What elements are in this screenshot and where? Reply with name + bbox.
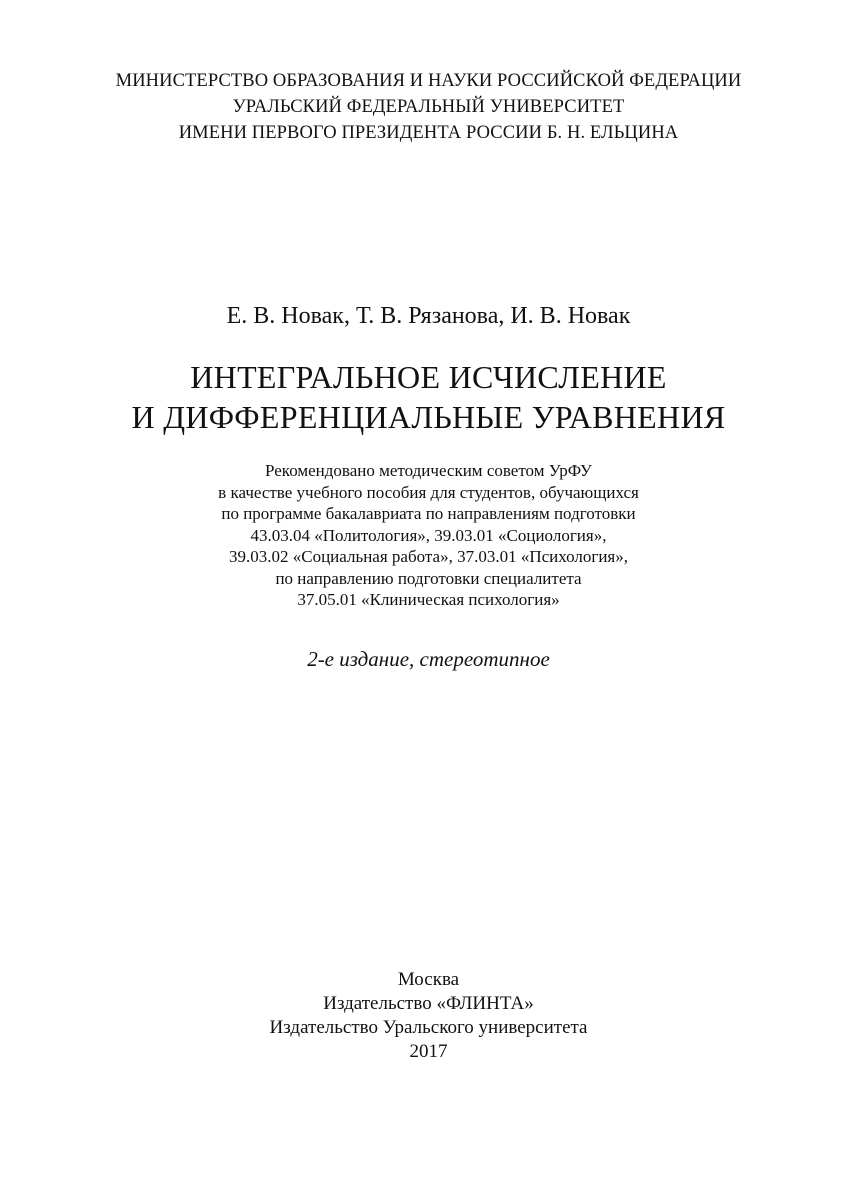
institution-header: [0, 68, 857, 146]
recommendation-line: по направлению подготовки специалитета: [275, 568, 582, 588]
edition-note: 2-е издание, стереотипное: [307, 647, 550, 671]
publisher-city: Москва: [397, 969, 460, 990]
authors: Е. В. Новак, Т. В. Рязанова, И. В. Новак: [226, 303, 631, 329]
university-line: УРАЛЬСКИЙ ФЕДЕРАЛЬНЫЙ УНИВЕРСИТЕТ: [232, 97, 625, 117]
book-title-line: ИНТЕГРАЛЬНОЕ ИСЧИСЛЕНИЕ: [190, 359, 667, 395]
book-title-line: И ДИФФЕРЕНЦИАЛЬНЫЕ УРАВНЕНИЯ: [131, 399, 726, 435]
ministry-line: МИНИСТЕРСТВО ОБРАЗОВАНИЯ И НАУКИ РОССИЙСКОЙ ФЕДЕРАЦИИ: [115, 71, 742, 91]
publication-year: 2017: [409, 1041, 448, 1062]
publisher-block: [0, 968, 857, 1064]
publisher-name: Издательство «ФЛИНТА»: [323, 993, 534, 1014]
book-title: [0, 357, 857, 437]
recommendation-line: по программе бакалавриата по направлениям подготовки: [221, 504, 636, 523]
recommendation-line: 37.05.01 «Клиническая психология»: [297, 590, 560, 609]
recommendation-line: 39.03.02 «Социальная работа», 37.03.01 «Психология»,: [228, 547, 628, 566]
recommendation-line: 43.03.04 «Политология», 39.03.01 «Социология»,: [250, 525, 607, 545]
university-name-line: ИМЕНИ ПЕРВОГО ПРЕЗИДЕНТА РОССИИ Б. Н. ЕЛЬЦИНА: [178, 123, 679, 143]
recommendation-note: [0, 460, 857, 611]
recommendation-line: Рекомендовано методическим советом УрФУ: [265, 461, 592, 480]
recommendation-line: в качестве учебного пособия для студентов, обучающихся: [218, 482, 639, 502]
publisher-name: Издательство Уральского университета: [269, 1017, 588, 1038]
